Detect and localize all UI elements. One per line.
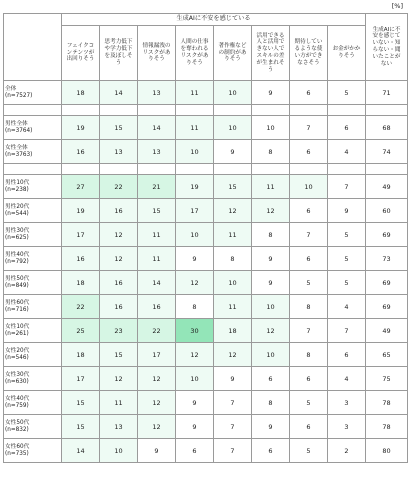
value-cell: 12 [252,319,290,343]
value-cell: 5 [328,223,366,247]
value-cell: 10 [252,343,290,367]
column-header: フェイクコ ンテンツが 出回りそう [62,26,100,81]
spacer-cell [290,164,328,175]
spacer-cell [62,164,100,175]
row-label: 女性60代 (n=735) [4,439,62,463]
value-cell: 9 [252,81,290,105]
value-cell: 6 [290,140,328,164]
value-cell: 3 [328,391,366,415]
value-cell: 5 [328,81,366,105]
value-cell: 13 [100,415,138,439]
value-cell: 15 [138,199,176,223]
value-cell: 9 [214,367,252,391]
value-cell: 6 [290,81,328,105]
unit-label: [%] [391,2,403,10]
value-cell: 5 [290,271,328,295]
spacer-row [4,164,408,175]
value-cell: 10 [176,223,214,247]
table-row [4,247,408,271]
value-cell: 14 [138,271,176,295]
value-cell: 13 [138,140,176,164]
value-cell: 19 [62,199,100,223]
value-cell: 71 [366,81,408,105]
value-cell: 73 [366,247,408,271]
column-header: 活用できる 人と活用で きない人で スキルの差 が生まれそ う [252,26,290,81]
value-cell: 9 [176,247,214,271]
value-cell: 6 [290,199,328,223]
table-row [4,140,408,164]
value-cell: 14 [62,439,100,463]
value-cell: 78 [366,415,408,439]
value-cell: 7 [290,319,328,343]
value-cell: 4 [328,140,366,164]
value-cell: 4 [328,367,366,391]
value-cell: 7 [214,415,252,439]
value-cell: 3 [328,415,366,439]
value-cell: 15 [62,415,100,439]
spacer-cell [214,105,252,116]
row-label: 全体 (n=7527) [4,81,62,105]
value-cell: 6 [252,367,290,391]
value-cell: 9 [176,415,214,439]
value-cell: 5 [328,271,366,295]
row-label: 女性全体 (n=3763) [4,140,62,164]
value-cell: 11 [100,391,138,415]
corner-cell [4,14,62,81]
spacer-cell [252,105,290,116]
value-cell: 78 [366,391,408,415]
value-cell: 5 [328,247,366,271]
spacer-cell [252,164,290,175]
value-cell: 7 [214,391,252,415]
value-cell: 11 [138,247,176,271]
group-header: 生成AIに不安を感じている [62,14,366,26]
value-cell: 19 [62,116,100,140]
value-cell: 8 [252,391,290,415]
value-cell: 8 [290,343,328,367]
value-cell: 60 [366,199,408,223]
value-cell: 10 [214,81,252,105]
spacer-cell [176,105,214,116]
table-header [4,14,408,81]
value-cell: 12 [138,391,176,415]
value-cell: 16 [100,199,138,223]
value-cell: 6 [290,415,328,439]
table-row [4,199,408,223]
value-cell: 7 [328,319,366,343]
value-cell: 49 [366,175,408,199]
value-cell: 23 [100,319,138,343]
spacer-cell [138,105,176,116]
spacer-cell [328,164,366,175]
spacer-cell [214,164,252,175]
spacer-cell [138,164,176,175]
value-cell: 75 [366,367,408,391]
row-label: 男性20代 (n=544) [4,199,62,223]
spacer-cell [290,105,328,116]
table-row [4,343,408,367]
row-label: 女性10代 (n=261) [4,319,62,343]
value-cell: 9 [252,271,290,295]
value-cell: 15 [62,391,100,415]
value-cell: 15 [100,116,138,140]
value-cell: 9 [252,415,290,439]
spacer-cell [328,105,366,116]
value-cell: 22 [62,295,100,319]
value-cell: 16 [138,295,176,319]
value-cell: 5 [290,391,328,415]
table-row [4,391,408,415]
value-cell: 68 [366,116,408,140]
value-cell: 9 [214,140,252,164]
row-label: 女性30代 (n=630) [4,367,62,391]
table-body [4,81,408,463]
value-cell: 6 [328,343,366,367]
value-cell: 10 [214,271,252,295]
value-cell: 7 [214,439,252,463]
value-cell: 15 [214,175,252,199]
value-cell: 17 [62,223,100,247]
spacer-cell [176,164,214,175]
spacer-cell [366,164,408,175]
value-cell: 12 [214,199,252,223]
value-cell: 10 [252,295,290,319]
value-cell: 10 [100,439,138,463]
survey-table [3,13,408,463]
table-row [4,81,408,105]
table-row [4,319,408,343]
column-header: 生成AIに不 安を感じて いない・知 らない・聞 いたことが ない [366,14,408,81]
value-cell: 12 [100,247,138,271]
value-cell: 5 [290,439,328,463]
row-label: 女性20代 (n=546) [4,343,62,367]
value-cell: 8 [176,295,214,319]
value-cell: 11 [138,223,176,247]
value-cell: 30 [176,319,214,343]
value-cell: 8 [252,140,290,164]
value-cell: 8 [290,295,328,319]
column-header: 期待してい るような使 い方ができ なさそう [290,26,328,81]
value-cell: 12 [214,343,252,367]
value-cell: 11 [214,295,252,319]
value-cell: 14 [100,81,138,105]
value-cell: 11 [176,116,214,140]
value-cell: 6 [176,439,214,463]
value-cell: 74 [366,140,408,164]
value-cell: 18 [62,343,100,367]
table-row [4,439,408,463]
row-label: 男性10代 (n=238) [4,175,62,199]
value-cell: 10 [176,140,214,164]
value-cell: 13 [138,81,176,105]
value-cell: 10 [176,367,214,391]
row-label: 男性40代 (n=792) [4,247,62,271]
column-header: 思考力低下 や学力低下 を及ぼしそ う [100,26,138,81]
value-cell: 18 [62,81,100,105]
value-cell: 12 [100,223,138,247]
value-cell: 69 [366,223,408,247]
value-cell: 69 [366,295,408,319]
value-cell: 16 [100,295,138,319]
value-cell: 10 [252,116,290,140]
row-label: 男性50代 (n=849) [4,271,62,295]
value-cell: 10 [290,175,328,199]
value-cell: 12 [252,199,290,223]
spacer-cell [100,164,138,175]
value-cell: 6 [290,367,328,391]
value-cell: 11 [176,81,214,105]
table-row [4,415,408,439]
value-cell: 11 [214,223,252,247]
value-cell: 6 [252,439,290,463]
row-label: 男性60代 (n=716) [4,295,62,319]
value-cell: 22 [100,175,138,199]
value-cell: 12 [100,367,138,391]
table-row [4,116,408,140]
value-cell: 16 [62,140,100,164]
value-cell: 18 [62,271,100,295]
value-cell: 4 [328,295,366,319]
value-cell: 7 [290,223,328,247]
spacer-cell [366,105,408,116]
value-cell: 9 [328,199,366,223]
spacer-cell [4,105,62,116]
value-cell: 49 [366,319,408,343]
value-cell: 13 [100,140,138,164]
value-cell: 9 [176,391,214,415]
value-cell: 12 [138,415,176,439]
value-cell: 27 [62,175,100,199]
table-row [4,175,408,199]
value-cell: 7 [328,175,366,199]
value-cell: 8 [214,247,252,271]
value-cell: 25 [62,319,100,343]
value-cell: 7 [290,116,328,140]
value-cell: 8 [252,223,290,247]
value-cell: 12 [176,271,214,295]
row-label: 女性40代 (n=759) [4,391,62,415]
value-cell: 65 [366,343,408,367]
spacer-cell [100,105,138,116]
value-cell: 14 [138,116,176,140]
row-label: 男性30代 (n=625) [4,223,62,247]
value-cell: 6 [328,116,366,140]
value-cell: 2 [328,439,366,463]
table-row [4,271,408,295]
value-cell: 22 [138,319,176,343]
column-header: お金がかか りそう [328,26,366,81]
value-cell: 19 [176,175,214,199]
value-cell: 17 [62,367,100,391]
value-cell: 17 [176,199,214,223]
column-header: 情報漏洩の リスクがあ りそう [138,26,176,81]
value-cell: 17 [138,343,176,367]
value-cell: 11 [252,175,290,199]
table-row [4,367,408,391]
value-cell: 15 [100,343,138,367]
value-cell: 9 [252,247,290,271]
value-cell: 16 [100,271,138,295]
value-cell: 69 [366,271,408,295]
value-cell: 16 [62,247,100,271]
spacer-row [4,105,408,116]
column-header: 著作権など の制約があ りそう [214,26,252,81]
value-cell: 6 [290,247,328,271]
table-row [4,295,408,319]
column-header: 人間の仕事 を奪われる リスクがあ りそう [176,26,214,81]
value-cell: 21 [138,175,176,199]
value-cell: 12 [138,367,176,391]
spacer-cell [4,164,62,175]
row-label: 男性全体 (n=3764) [4,116,62,140]
spacer-cell [62,105,100,116]
table-row [4,223,408,247]
row-label: 女性50代 (n=832) [4,415,62,439]
value-cell: 18 [214,319,252,343]
value-cell: 10 [214,116,252,140]
value-cell: 80 [366,439,408,463]
value-cell: 12 [176,343,214,367]
value-cell: 9 [138,439,176,463]
